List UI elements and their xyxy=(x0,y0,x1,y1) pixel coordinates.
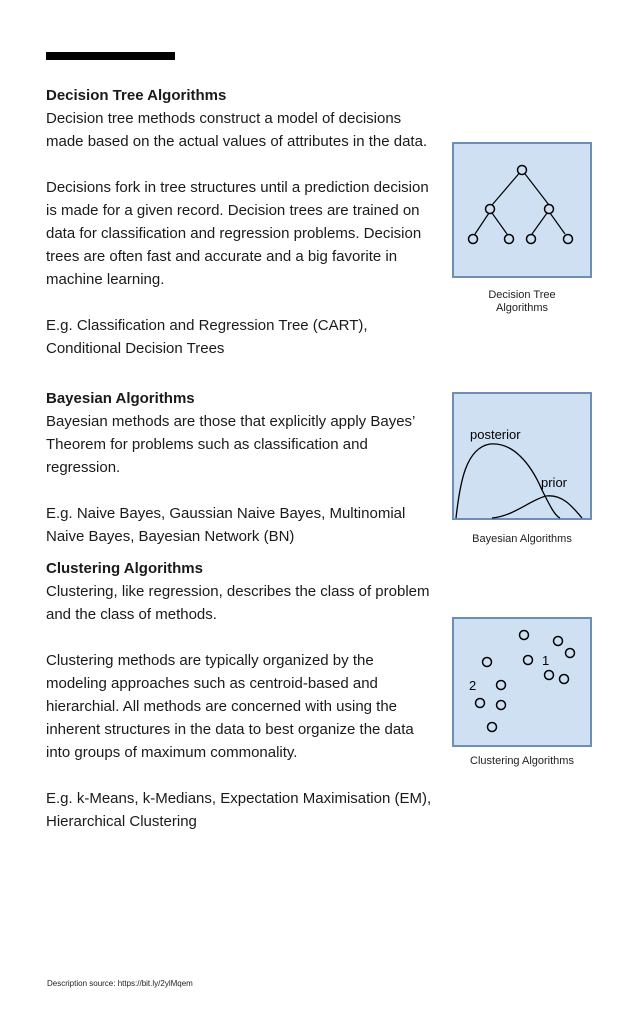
section-title: Bayesian Algorithms xyxy=(46,390,195,407)
figure-caption: Algorithms xyxy=(496,302,548,314)
bayesian-diagram xyxy=(452,392,592,520)
figure-caption: Bayesian Algorithms xyxy=(472,533,572,545)
paragraph: Decision tree methods construct a model of decisions made based on the actual values of attributes in the data. xyxy=(46,110,428,150)
paragraph: E.g. k-Means, k-Medians, Expectation Maximisation (EM), Hierarchical Clustering xyxy=(46,790,432,830)
decision-tree-diagram xyxy=(452,142,592,278)
section-title: Decision Tree Algorithms xyxy=(46,87,227,104)
section-title: Clustering Algorithms xyxy=(46,560,203,577)
bayesian-figure xyxy=(452,392,592,546)
paragraph: Clustering, like regression, describes the class of problem and the class of methods. xyxy=(46,583,430,623)
clustering-section xyxy=(46,557,436,833)
figure-caption: Clustering Algorithms xyxy=(470,755,574,767)
figure-caption: Decision Tree xyxy=(488,289,556,301)
decision-tree-section xyxy=(46,84,436,360)
paragraph: Clustering methods are typically organized by the modeling approaches such as centroid-based and hierarchial. All methods are concerned with using the inherent structures in the data to best organize the data into groups of maximum commonality. xyxy=(46,652,414,761)
bayesian-section xyxy=(46,387,436,548)
paragraph: E.g. Naive Bayes, Gaussian Naive Bayes, Multinomial Naive Bayes, Bayesian Network (BN) xyxy=(46,505,406,545)
header-bar xyxy=(46,52,175,60)
decision-tree-figure xyxy=(452,142,592,315)
cluster-2-label: 2 xyxy=(469,678,477,693)
clustering-diagram xyxy=(452,617,592,747)
prior-label: prior xyxy=(541,475,568,490)
paragraph: Bayesian methods are those that explicitly apply Bayes’ Theorem for problems such as classification and regression. xyxy=(46,413,415,476)
footer-source: Description source: https://bit.ly/2ylMqem xyxy=(47,979,193,988)
clustering-figure xyxy=(452,617,592,768)
posterior-label: posterior xyxy=(470,427,521,442)
paragraph: Decisions fork in tree structures until a prediction decision is made for a given record. Decision trees are trained on data for classification and regression problems. Decision trees are often fast and accurate and a big favorite in machine learning. xyxy=(46,179,429,288)
paragraph: E.g. Classification and Regression Tree (CART), Conditional Decision Trees xyxy=(46,317,368,357)
cluster-1-label: 1 xyxy=(542,653,550,668)
